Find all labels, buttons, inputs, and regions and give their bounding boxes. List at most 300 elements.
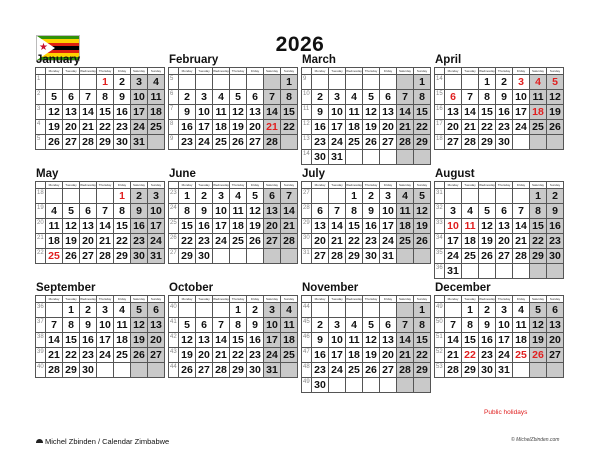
day-cell: 27 <box>380 135 397 150</box>
day-cell: 5 <box>131 303 148 318</box>
day-cell: 15 <box>414 333 431 348</box>
week-number-header <box>435 296 445 303</box>
star-icon: ★ <box>39 42 48 53</box>
day-cell: 17 <box>148 219 165 234</box>
day-cell: 17 <box>329 120 346 135</box>
day-cell: 15 <box>230 333 247 348</box>
day-cell: 13 <box>196 333 213 348</box>
day-cell: 17 <box>380 219 397 234</box>
week-number: 52 <box>435 348 445 363</box>
day-cell: 6 <box>247 90 264 105</box>
weekday-header: Thursday <box>363 68 380 75</box>
weekday-header: Friday <box>114 68 131 75</box>
empty-day-cell <box>329 303 346 318</box>
empty-day-cell <box>281 249 298 264</box>
day-cell: 19 <box>46 120 63 135</box>
day-cell: 11 <box>148 90 165 105</box>
day-cell: 5 <box>479 204 496 219</box>
week-number: 30 <box>302 234 312 249</box>
day-cell: 27 <box>380 363 397 378</box>
weekday-header: Sunday <box>414 68 431 75</box>
day-cell: 8 <box>63 318 80 333</box>
empty-day-cell <box>281 363 298 378</box>
day-cell: 21 <box>80 120 97 135</box>
day-cell: 15 <box>414 105 431 120</box>
empty-day-cell <box>247 75 264 90</box>
day-cell: 12 <box>363 333 380 348</box>
day-cell: 27 <box>312 249 329 264</box>
weekday-header: Friday <box>114 182 131 189</box>
day-cell: 10 <box>513 90 530 105</box>
day-cell: 8 <box>414 90 431 105</box>
month-july <box>301 168 431 264</box>
week-number-header <box>36 68 46 75</box>
week-number: 51 <box>435 333 445 348</box>
day-cell: 31 <box>329 150 346 165</box>
day-cell: 1 <box>179 189 196 204</box>
empty-day-cell <box>80 75 97 90</box>
empty-day-cell <box>230 249 247 264</box>
day-cell: 14 <box>80 105 97 120</box>
day-cell: 29 <box>414 363 431 378</box>
day-cell: 13 <box>547 318 564 333</box>
day-cell: 19 <box>179 348 196 363</box>
day-cell: 16 <box>547 219 564 234</box>
day-cell: 5 <box>363 90 380 105</box>
empty-day-cell <box>114 363 131 378</box>
day-cell: 25 <box>462 249 479 264</box>
week-number: 5 <box>36 135 46 150</box>
weekday-header: Saturday <box>131 296 148 303</box>
day-cell: 10 <box>196 105 213 120</box>
day-cell: 16 <box>114 105 131 120</box>
week-number: 3 <box>36 105 46 120</box>
footer-credit-text: Michel Zbinden / Calendar Zimbabwe <box>45 437 170 446</box>
month-name: December <box>435 282 491 294</box>
day-cell: 1 <box>530 189 547 204</box>
day-cell: 8 <box>530 204 547 219</box>
empty-day-cell <box>513 264 530 279</box>
day-cell: 1 <box>230 303 247 318</box>
day-cell: 27 <box>445 135 462 150</box>
weekday-header: Thursday <box>496 68 513 75</box>
day-cell: 18 <box>530 105 547 120</box>
day-cell: 17 <box>513 105 530 120</box>
site-watermark: © MichelZbinden.com <box>511 437 560 443</box>
week-number-header <box>36 296 46 303</box>
day-cell: 9 <box>247 318 264 333</box>
day-cell: 19 <box>547 105 564 120</box>
day-cell: 22 <box>281 120 298 135</box>
day-cell: 8 <box>462 318 479 333</box>
weekday-header: Wednesday <box>479 297 495 301</box>
week-number: 12 <box>302 120 312 135</box>
weekday-header: Thursday <box>97 68 114 75</box>
weekday-header: Sunday <box>281 182 298 189</box>
empty-day-cell <box>397 303 414 318</box>
weekday-header: Thursday <box>496 296 513 303</box>
day-cell: 7 <box>264 90 281 105</box>
day-cell: 30 <box>114 135 131 150</box>
day-cell: 2 <box>312 318 329 333</box>
day-cell: 11 <box>213 105 230 120</box>
week-number: 49 <box>302 378 312 393</box>
day-cell: 10 <box>445 219 462 234</box>
day-cell: 25 <box>397 234 414 249</box>
day-cell: 6 <box>196 318 213 333</box>
day-cell: 20 <box>247 120 264 135</box>
day-cell: 13 <box>380 105 397 120</box>
week-number: 14 <box>302 150 312 165</box>
day-cell: 30 <box>80 363 97 378</box>
month-name: May <box>36 168 59 180</box>
day-cell: 22 <box>530 234 547 249</box>
weekday-header: Saturday <box>530 182 547 189</box>
day-cell: 14 <box>397 105 414 120</box>
day-cell: 8 <box>179 204 196 219</box>
day-cell: 30 <box>312 150 329 165</box>
day-cell: 15 <box>281 105 298 120</box>
weekday-header: Saturday <box>264 68 281 75</box>
day-cell: 2 <box>363 189 380 204</box>
empty-day-cell <box>414 378 431 393</box>
day-cell: 23 <box>547 234 564 249</box>
day-cell: 11 <box>346 105 363 120</box>
month-december <box>434 282 564 378</box>
week-number: 49 <box>435 303 445 318</box>
day-cell: 20 <box>380 120 397 135</box>
weekday-header: Wednesday <box>346 69 362 73</box>
weekday-header: Tuesday <box>329 182 346 189</box>
day-cell: 11 <box>530 90 547 105</box>
day-cell: 25 <box>530 120 547 135</box>
weekday-header: Monday <box>312 68 329 75</box>
day-cell: 2 <box>547 189 564 204</box>
weekday-header: Tuesday <box>462 296 479 303</box>
day-cell: 4 <box>346 318 363 333</box>
month-name: March <box>302 54 336 66</box>
day-cell: 8 <box>281 90 298 105</box>
day-cell: 20 <box>547 333 564 348</box>
day-cell: 20 <box>496 234 513 249</box>
weekday-header: Monday <box>179 296 196 303</box>
month-november <box>301 282 431 393</box>
day-cell: 14 <box>513 219 530 234</box>
day-cell: 19 <box>230 120 247 135</box>
day-cell: 4 <box>46 204 63 219</box>
day-cell: 1 <box>114 189 131 204</box>
day-cell: 7 <box>281 189 298 204</box>
day-cell: 28 <box>97 249 114 264</box>
week-number: 38 <box>36 333 46 348</box>
weekday-header: Friday <box>114 296 131 303</box>
day-cell: 3 <box>264 303 281 318</box>
empty-day-cell <box>148 135 165 150</box>
weekday-header: Monday <box>46 182 63 189</box>
week-number: 11 <box>302 105 312 120</box>
day-cell: 5 <box>414 189 431 204</box>
week-number: 41 <box>169 318 179 333</box>
weekday-header: Wednesday <box>346 183 362 187</box>
day-cell: 5 <box>247 189 264 204</box>
day-cell: 15 <box>346 219 363 234</box>
empty-day-cell <box>414 150 431 165</box>
day-cell: 21 <box>97 234 114 249</box>
day-cell: 6 <box>63 90 80 105</box>
day-cell: 7 <box>397 318 414 333</box>
year-title: 2026 <box>275 33 325 56</box>
week-number: 29 <box>302 219 312 234</box>
empty-day-cell <box>312 189 329 204</box>
empty-day-cell <box>131 363 148 378</box>
weekday-header: Thursday <box>496 182 513 189</box>
week-number: 14 <box>435 75 445 90</box>
day-cell: 4 <box>230 189 247 204</box>
day-cell: 10 <box>97 318 114 333</box>
day-cell: 10 <box>213 204 230 219</box>
day-cell: 12 <box>230 105 247 120</box>
day-cell: 27 <box>547 348 564 363</box>
day-cell: 2 <box>196 189 213 204</box>
month-name: July <box>302 168 326 180</box>
week-number: 7 <box>169 105 179 120</box>
weekday-header: Tuesday <box>196 68 213 75</box>
day-cell: 9 <box>547 204 564 219</box>
day-cell: 7 <box>513 204 530 219</box>
week-number: 46 <box>302 333 312 348</box>
weekday-header: Saturday <box>397 68 414 75</box>
day-cell: 13 <box>63 105 80 120</box>
weekday-header: Tuesday <box>462 182 479 189</box>
day-cell: 9 <box>114 90 131 105</box>
month-march <box>301 54 431 165</box>
weekday-header: Wednesday <box>80 297 96 301</box>
day-cell: 28 <box>397 135 414 150</box>
weekday-header: Saturday <box>397 182 414 189</box>
day-cell: 27 <box>148 348 165 363</box>
day-cell: 5 <box>530 303 547 318</box>
day-cell: 4 <box>346 90 363 105</box>
weekday-header: Wednesday <box>479 183 495 187</box>
day-cell: 29 <box>462 363 479 378</box>
empty-day-cell <box>380 75 397 90</box>
day-cell: 24 <box>213 234 230 249</box>
day-cell: 4 <box>513 303 530 318</box>
month-grid <box>168 295 298 378</box>
week-number: 53 <box>435 363 445 378</box>
day-cell: 2 <box>114 75 131 90</box>
weekday-header: Thursday <box>97 296 114 303</box>
day-cell: 8 <box>114 204 131 219</box>
empty-day-cell <box>46 303 63 318</box>
day-cell: 22 <box>179 234 196 249</box>
day-cell: 2 <box>131 189 148 204</box>
weekday-header: Wednesday <box>80 69 96 73</box>
day-cell: 5 <box>46 90 63 105</box>
day-cell: 18 <box>213 120 230 135</box>
day-cell: 11 <box>230 204 247 219</box>
empty-day-cell <box>513 135 530 150</box>
empty-day-cell <box>230 75 247 90</box>
day-cell: 10 <box>148 204 165 219</box>
day-cell: 31 <box>496 363 513 378</box>
day-cell: 19 <box>63 234 80 249</box>
day-cell: 14 <box>97 219 114 234</box>
day-cell: 4 <box>530 75 547 90</box>
day-cell: 23 <box>80 348 97 363</box>
day-cell: 21 <box>397 348 414 363</box>
empty-day-cell <box>346 150 363 165</box>
day-cell: 3 <box>148 189 165 204</box>
week-number: 4 <box>36 120 46 135</box>
day-cell: 14 <box>264 105 281 120</box>
day-cell: 24 <box>445 249 462 264</box>
empty-day-cell <box>445 303 462 318</box>
day-cell: 20 <box>380 348 397 363</box>
empty-day-cell <box>213 303 230 318</box>
day-cell: 21 <box>213 348 230 363</box>
day-cell: 12 <box>46 105 63 120</box>
day-cell: 22 <box>462 348 479 363</box>
day-cell: 20 <box>312 234 329 249</box>
week-number: 43 <box>169 348 179 363</box>
day-cell: 30 <box>547 249 564 264</box>
week-number: 44 <box>169 363 179 378</box>
weekday-header: Thursday <box>230 182 247 189</box>
weekday-header: Saturday <box>131 68 148 75</box>
week-number: 19 <box>36 204 46 219</box>
weekday-header: Sunday <box>414 182 431 189</box>
day-cell: 7 <box>46 318 63 333</box>
empty-day-cell <box>213 75 230 90</box>
weekday-header: Saturday <box>131 182 148 189</box>
empty-day-cell <box>363 75 380 90</box>
day-cell: 31 <box>131 135 148 150</box>
day-cell: 26 <box>530 348 547 363</box>
week-number: 1 <box>36 75 46 90</box>
day-cell: 16 <box>247 333 264 348</box>
day-cell: 27 <box>496 249 513 264</box>
weekday-header: Sunday <box>547 296 564 303</box>
empty-day-cell <box>397 75 414 90</box>
day-cell: 19 <box>247 219 264 234</box>
weekday-header: Saturday <box>530 296 547 303</box>
empty-day-cell <box>363 150 380 165</box>
empty-day-cell <box>312 303 329 318</box>
month-grid <box>35 295 165 378</box>
weekday-header: Friday <box>247 296 264 303</box>
week-number: 37 <box>36 318 46 333</box>
empty-day-cell <box>397 249 414 264</box>
day-cell: 25 <box>281 348 298 363</box>
day-cell: 28 <box>462 135 479 150</box>
week-number-header <box>302 68 312 75</box>
day-cell: 7 <box>329 204 346 219</box>
day-cell: 25 <box>213 135 230 150</box>
day-cell: 15 <box>97 105 114 120</box>
weekday-header: Tuesday <box>462 68 479 75</box>
day-cell: 13 <box>148 318 165 333</box>
day-cell: 17 <box>196 120 213 135</box>
day-cell: 4 <box>462 204 479 219</box>
week-number-header <box>169 296 179 303</box>
day-cell: 6 <box>496 204 513 219</box>
weekday-header: Friday <box>380 68 397 75</box>
day-cell: 1 <box>462 303 479 318</box>
week-number: 23 <box>169 189 179 204</box>
day-cell: 17 <box>496 333 513 348</box>
day-cell: 24 <box>496 348 513 363</box>
weekday-header: Monday <box>46 296 63 303</box>
day-cell: 2 <box>179 90 196 105</box>
empty-day-cell <box>462 264 479 279</box>
day-cell: 21 <box>329 234 346 249</box>
day-cell: 3 <box>496 303 513 318</box>
empty-day-cell <box>445 189 462 204</box>
day-cell: 5 <box>179 318 196 333</box>
week-number: 5 <box>169 75 179 90</box>
week-number: 15 <box>435 90 445 105</box>
day-cell: 23 <box>179 135 196 150</box>
empty-day-cell <box>380 303 397 318</box>
day-cell: 7 <box>397 90 414 105</box>
week-number-header <box>36 182 46 189</box>
day-cell: 7 <box>97 204 114 219</box>
day-cell: 9 <box>312 333 329 348</box>
weekday-header: Sunday <box>281 68 298 75</box>
month-grid <box>301 67 431 165</box>
week-number-header <box>169 182 179 189</box>
day-cell: 19 <box>363 120 380 135</box>
day-cell: 19 <box>131 333 148 348</box>
day-cell: 12 <box>131 318 148 333</box>
empty-day-cell <box>148 363 165 378</box>
day-cell: 26 <box>46 135 63 150</box>
empty-day-cell <box>346 75 363 90</box>
week-number: 2 <box>36 90 46 105</box>
day-cell: 1 <box>281 75 298 90</box>
day-cell: 23 <box>131 234 148 249</box>
week-number: 48 <box>302 363 312 378</box>
day-cell: 10 <box>380 204 397 219</box>
weekday-header: Monday <box>445 68 462 75</box>
day-cell: 1 <box>97 75 114 90</box>
day-cell: 8 <box>479 90 496 105</box>
day-cell: 18 <box>397 219 414 234</box>
day-cell: 17 <box>97 333 114 348</box>
weekday-header: Tuesday <box>196 182 213 189</box>
day-cell: 13 <box>247 105 264 120</box>
weekday-header: Tuesday <box>63 296 80 303</box>
day-cell: 11 <box>397 204 414 219</box>
day-cell: 7 <box>213 318 230 333</box>
empty-day-cell <box>179 303 196 318</box>
month-september <box>35 282 165 378</box>
week-number: 9 <box>302 75 312 90</box>
week-number-header <box>302 296 312 303</box>
weekday-header: Saturday <box>264 296 281 303</box>
footer-credit <box>36 437 169 446</box>
weekday-header: Thursday <box>363 296 380 303</box>
day-cell: 26 <box>131 348 148 363</box>
empty-day-cell <box>329 189 346 204</box>
day-cell: 22 <box>479 120 496 135</box>
day-cell: 18 <box>281 333 298 348</box>
empty-day-cell <box>530 135 547 150</box>
day-cell: 3 <box>329 90 346 105</box>
week-number-header <box>169 68 179 75</box>
day-cell: 20 <box>80 234 97 249</box>
